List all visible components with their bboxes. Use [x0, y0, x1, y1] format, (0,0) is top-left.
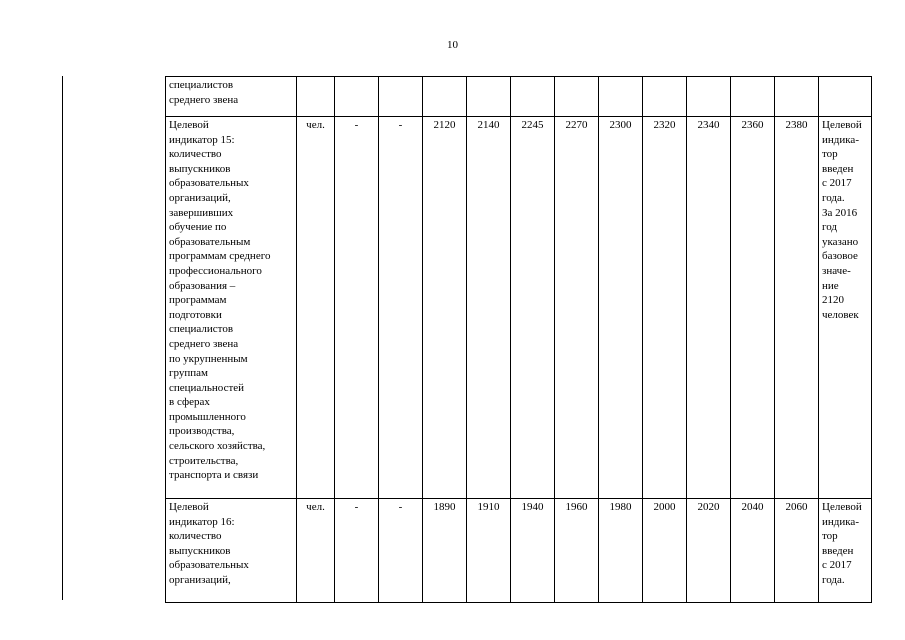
indicator-name-line: подготовки: [169, 308, 222, 321]
value-cell: [423, 77, 467, 117]
note-line: введен: [822, 162, 854, 175]
indicator-name-line: специалистов: [169, 79, 234, 91]
indicator-name-line: обучение по: [169, 221, 227, 234]
value-cell: 2000: [643, 499, 687, 603]
indicator-name-line: образования –: [169, 279, 236, 292]
table-body: [166, 77, 872, 603]
indicator-name-line: образовательным: [169, 235, 251, 248]
indicator-name-line: транспорта и связи: [169, 469, 259, 482]
note-cell: [819, 499, 872, 603]
unit-cell: чел.: [297, 117, 335, 499]
note-line: индика-: [822, 133, 859, 146]
value-cell: 2340: [687, 117, 731, 499]
value-cell: [335, 77, 379, 117]
note-line: указано: [822, 235, 859, 248]
value-cell: [731, 77, 775, 117]
unit-cell: чел.: [297, 499, 335, 603]
unit-cell: [297, 77, 335, 117]
indicator-name-line: Целевой: [169, 501, 209, 513]
table-row: [166, 117, 872, 499]
note-line: введен: [822, 544, 854, 557]
value-cell: -: [335, 499, 379, 603]
indicator-name-line: выпускников: [169, 544, 231, 557]
value-cell: 1980: [599, 499, 643, 603]
indicator-name-cell: [166, 499, 297, 603]
value-cell: 2245: [511, 117, 555, 499]
value-cell: [511, 77, 555, 117]
indicator-name-line: индикатор 16:: [169, 515, 235, 528]
value-cell: [775, 77, 819, 117]
value-cell: -: [379, 117, 423, 499]
value-cell: 2270: [555, 117, 599, 499]
indicator-name-line: сельского хозяйства,: [169, 440, 266, 453]
indicator-name-line: среднего звена: [169, 93, 239, 106]
value-cell: [379, 77, 423, 117]
indicator-name-line: производства,: [169, 425, 235, 438]
note-line: Целевой: [822, 119, 862, 131]
value-cell: 2060: [775, 499, 819, 603]
indicator-name-line: среднего звена: [169, 337, 239, 350]
value-cell: 2360: [731, 117, 775, 499]
note-line: с 2017: [822, 559, 852, 572]
value-cell: 2380: [775, 117, 819, 499]
note-cell: [819, 117, 872, 499]
note-line: ние: [822, 279, 839, 292]
page-number: 10: [447, 39, 458, 51]
note-line: За 2016: [822, 206, 858, 219]
note-line: индика-: [822, 515, 859, 528]
note-line: тор: [822, 530, 838, 543]
value-cell: [643, 77, 687, 117]
indicator-name-line: завершивших: [169, 206, 234, 219]
indicator-name-line: по укрупненным: [169, 352, 248, 365]
value-cell: 2300: [599, 117, 643, 499]
table-row: [166, 77, 872, 117]
indicator-name-cell: [166, 117, 297, 499]
indicator-name-line: программам среднего: [169, 250, 271, 263]
value-cell: 2140: [467, 117, 511, 499]
table-row: [166, 499, 872, 603]
indicator-name-line: образовательных: [169, 177, 249, 190]
value-cell: [599, 77, 643, 117]
note-line: 2120: [822, 294, 844, 307]
margin-rule: [62, 76, 63, 600]
value-cell: 2020: [687, 499, 731, 603]
note-line: базовое: [822, 250, 858, 263]
indicator-name-line: специальностей: [169, 381, 245, 394]
note-line: значе-: [822, 264, 851, 277]
note-line: года.: [822, 573, 845, 586]
value-cell: 2120: [423, 117, 467, 499]
note-line: года.: [822, 191, 845, 204]
indicator-table: [165, 76, 872, 603]
value-cell: 2320: [643, 117, 687, 499]
indicator-name-line: организаций,: [169, 573, 231, 586]
indicator-name-line: профессионального: [169, 264, 262, 277]
value-cell: -: [335, 117, 379, 499]
indicator-name-line: количество: [169, 530, 222, 543]
note-cell: [819, 77, 872, 117]
value-cell: 1960: [555, 499, 599, 603]
indicator-name-line: количество: [169, 148, 222, 161]
value-cell: [555, 77, 599, 117]
indicator-name-line: программам: [169, 294, 227, 307]
value-cell: 1940: [511, 499, 555, 603]
value-cell: 2040: [731, 499, 775, 603]
indicator-name-cell: [166, 77, 297, 117]
value-cell: 1910: [467, 499, 511, 603]
indicator-name-line: группам: [169, 367, 208, 380]
indicator-name-line: строительства,: [169, 454, 239, 467]
note-line: человек: [822, 308, 859, 321]
indicator-name-line: организаций,: [169, 191, 231, 204]
indicator-name-line: индикатор 15:: [169, 133, 235, 146]
indicator-name-line: выпускников: [169, 162, 231, 175]
note-line: год: [822, 221, 838, 234]
indicator-name-line: промышленного: [169, 410, 246, 423]
note-line: с 2017: [822, 177, 852, 190]
value-cell: 1890: [423, 499, 467, 603]
value-cell: -: [379, 499, 423, 603]
value-cell: [687, 77, 731, 117]
indicator-name-line: образовательных: [169, 559, 249, 572]
indicator-name-line: в сферах: [169, 396, 210, 409]
indicator-name-line: специалистов: [169, 323, 234, 336]
value-cell: [467, 77, 511, 117]
indicator-name-line: Целевой: [169, 119, 209, 131]
note-line: тор: [822, 148, 838, 161]
note-line: Целевой: [822, 501, 862, 513]
